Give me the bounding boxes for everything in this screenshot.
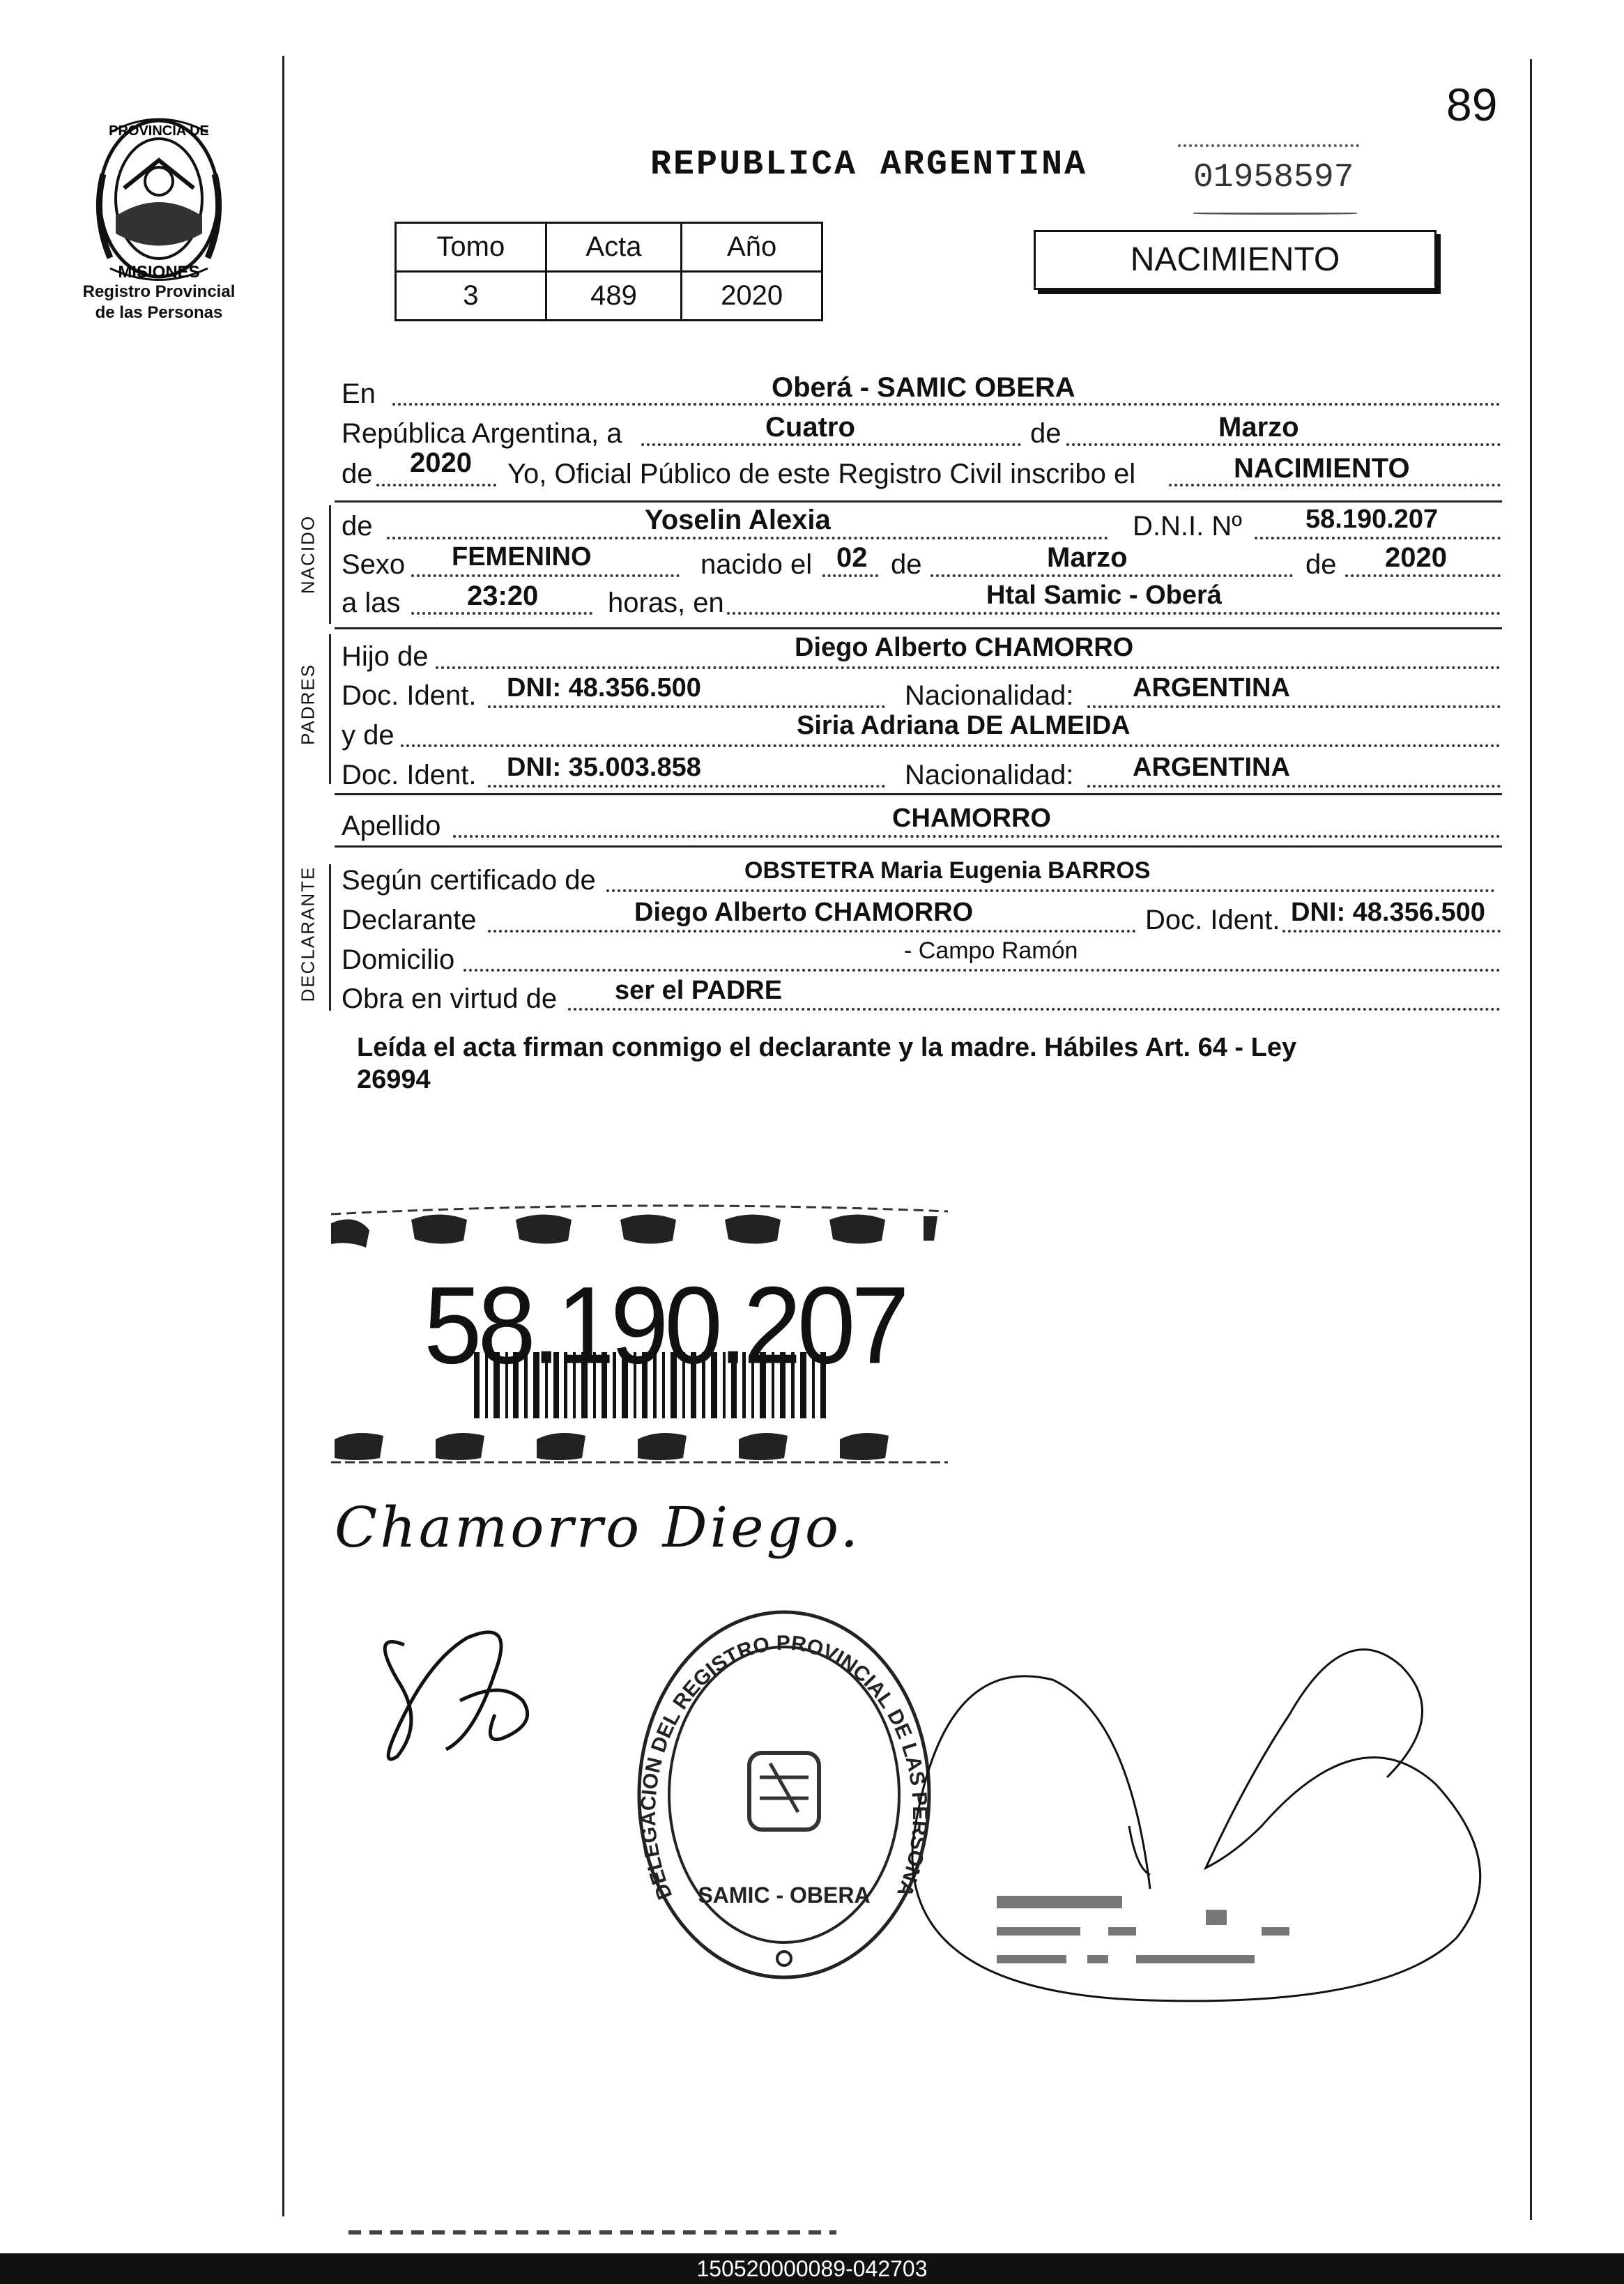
- child-name: Yoselin Alexia: [645, 505, 831, 535]
- official-stamp: [631, 1603, 937, 1986]
- footer-code: 150520000089-042703: [696, 2256, 928, 2281]
- birth-day-dots: [822, 574, 878, 577]
- alas-label: a las: [342, 588, 401, 618]
- month-dots: [1066, 443, 1501, 446]
- stamp-seal-icon: [631, 1603, 937, 1986]
- sticker-number: 58.190.207: [424, 1263, 905, 1387]
- section-nacido: NACIDO: [297, 514, 319, 595]
- book-header-tomo: Tomo: [396, 223, 546, 272]
- republica-label: República Argentina, a: [342, 418, 622, 449]
- padres-bracket: [329, 634, 331, 784]
- father-name: Diego Alberto CHAMORRO: [795, 633, 1134, 662]
- apellido-label: Apellido: [342, 811, 441, 841]
- father-nac-label: Nacionalidad:: [905, 680, 1074, 711]
- child-sex: FEMENINO: [452, 542, 592, 572]
- child-dni: 58.190.207: [1305, 505, 1439, 534]
- section-declarante: DECLARANTE: [297, 866, 319, 1002]
- birth-de2-label: de: [1305, 549, 1337, 580]
- name-dots-2: [387, 537, 1108, 539]
- sexo-dots: [411, 574, 680, 577]
- mother-name: Siria Adriana DE ALMEIDA: [797, 711, 1131, 740]
- book-table: [394, 222, 823, 321]
- registry-name-line2: de las Personas: [95, 303, 223, 322]
- obra-dots: [568, 1008, 1501, 1011]
- official-signature-scribble-icon: [899, 1547, 1506, 2021]
- year-dots: [376, 484, 496, 486]
- rule-3: [335, 793, 1502, 795]
- birth-month-dots: [930, 574, 1293, 577]
- page-number: 89: [1446, 79, 1498, 130]
- act-dots: [1169, 484, 1501, 486]
- yde-label: y de: [342, 720, 394, 751]
- left-margin-rule: [282, 56, 284, 2216]
- book-value-acta: 489: [546, 272, 682, 321]
- mother-dots: [401, 744, 1501, 747]
- father-nac-dots: [1087, 705, 1501, 708]
- nacido-bracket: [329, 505, 331, 624]
- sexo-label: Sexo: [342, 549, 406, 580]
- father-doc-dots: [488, 705, 885, 708]
- declarante-dots: [488, 930, 1136, 933]
- declarant-name: Diego Alberto CHAMORRO: [634, 898, 974, 927]
- time-dots: [411, 612, 592, 615]
- registered-act: NACIMIENTO: [1234, 453, 1410, 484]
- birth-year-dots: [1345, 574, 1501, 577]
- birth-time: 23:20: [467, 581, 539, 611]
- birth-year: 2020: [1385, 542, 1447, 573]
- declarant-doc: DNI: 48.356.500: [1291, 898, 1485, 927]
- rule-1: [335, 500, 1502, 503]
- mother-doc: DNI: 35.003.858: [507, 753, 701, 782]
- book-value-tomo: 3: [396, 272, 546, 321]
- capacity: ser el PADRE: [615, 976, 783, 1005]
- birth-place: Htal Samic - Oberá: [986, 581, 1222, 610]
- day-dots: [641, 443, 1021, 446]
- book-header-ano: Año: [682, 223, 822, 272]
- document-title: REPUBLICA ARGENTINA: [650, 145, 1088, 185]
- serial-underline: [1193, 213, 1357, 215]
- birth-day: 02: [836, 542, 868, 573]
- section-padres: PADRES: [297, 664, 319, 745]
- declarante-doc-label: Doc. Ident.: [1145, 905, 1280, 935]
- bottom-scan-mark: [348, 2230, 836, 2235]
- cert-dots: [606, 889, 1495, 892]
- address: - Campo Ramón: [904, 937, 1078, 964]
- rule-4: [335, 845, 1502, 848]
- official-signature: [899, 1547, 1506, 2021]
- nacido-el-label: nacido el: [700, 549, 813, 580]
- mother-doc-dots: [488, 785, 885, 788]
- footer-bar: [0, 2253, 1624, 2284]
- father-doc: DNI: 48.356.500: [507, 673, 701, 703]
- rule-2: [335, 627, 1502, 629]
- registry-name-line1: Registro Provincial: [82, 282, 236, 301]
- father-nationality: ARGENTINA: [1133, 673, 1290, 703]
- mother-nationality: ARGENTINA: [1133, 753, 1290, 782]
- birth-de-label: de: [891, 549, 922, 580]
- mother-nac-label: Nacionalidad:: [905, 760, 1074, 790]
- declarante-bracket: [329, 864, 331, 1011]
- en-value: Oberá - SAMIC OBERA: [772, 372, 1075, 403]
- declarante-label: Declarante: [342, 905, 477, 935]
- domicilio-label: Domicilio: [342, 944, 455, 975]
- provincial-seal-icon: [82, 112, 236, 286]
- certificate-by: OBSTETRA Maria Eugenia BARROS: [744, 857, 1151, 884]
- domicilio-dots: [464, 969, 1501, 972]
- father-dots: [436, 666, 1501, 669]
- dni-sticker: [328, 1199, 955, 1464]
- mother-signature: [376, 1617, 558, 1777]
- declarant-signature: Chamorro Diego.: [335, 1495, 861, 1560]
- serial-dash-top: [1178, 144, 1359, 147]
- en-dots: [392, 403, 1501, 406]
- mother-nac-dots: [1087, 785, 1501, 788]
- act-type-box: [1034, 230, 1437, 290]
- act-type: NACIMIENTO: [1130, 241, 1340, 278]
- de-label: de: [1030, 418, 1062, 449]
- horas-label: horas, en: [608, 588, 724, 618]
- birth-place-dots: [727, 612, 1501, 615]
- svg-text:SAMIC - OBERA: SAMIC - OBERA: [698, 1883, 871, 1908]
- svg-text:PROVINCIA DE: PROVINCIA DE: [109, 123, 209, 139]
- svg-text:DELEGACION DEL REGISTRO PROVIN: DELEGACION DEL REGISTRO PROVINCIAL DE LAS PERSONA: [636, 1631, 932, 1903]
- father-doc-label: Doc. Ident.: [342, 680, 477, 711]
- cert-label: Según certificado de: [342, 865, 596, 896]
- apellido-dots: [453, 835, 1501, 838]
- obra-label: Obra en virtud de: [342, 983, 558, 1014]
- birth-month: Marzo: [1047, 542, 1128, 573]
- closing-line-1: Leída el acta firman conmigo el declarante y la madre. Hábiles Art. 64 - Ley: [357, 1033, 1297, 1062]
- serial-number: 01958597: [1193, 159, 1354, 197]
- registration-day: Cuatro: [765, 412, 855, 443]
- right-margin-rule: [1530, 59, 1532, 2220]
- registration-month: Marzo: [1218, 412, 1299, 443]
- closing-line-2: 26994: [357, 1065, 431, 1094]
- signature-scribble-icon: [376, 1617, 558, 1777]
- mother-doc-label: Doc. Ident.: [342, 760, 477, 790]
- surname: CHAMORRO: [892, 804, 1051, 833]
- nacido-de-label: de: [342, 511, 373, 542]
- de2-label: de: [342, 459, 373, 489]
- registry-logo: [82, 112, 236, 286]
- hijo-label: Hijo de: [342, 641, 429, 672]
- book-value-ano: 2020: [682, 272, 822, 321]
- svg-text:MISIONES: MISIONES: [118, 263, 200, 282]
- book-header-acta: Acta: [546, 223, 682, 272]
- en-label: En: [342, 378, 376, 409]
- declarante-doc-dots: [1282, 930, 1501, 933]
- official-text: Yo, Oficial Público de este Registro Civil inscribo el: [507, 459, 1136, 489]
- dni-label: D.N.I. Nº: [1133, 511, 1242, 542]
- dni-dots: [1255, 537, 1501, 539]
- registration-year: 2020: [410, 447, 472, 478]
